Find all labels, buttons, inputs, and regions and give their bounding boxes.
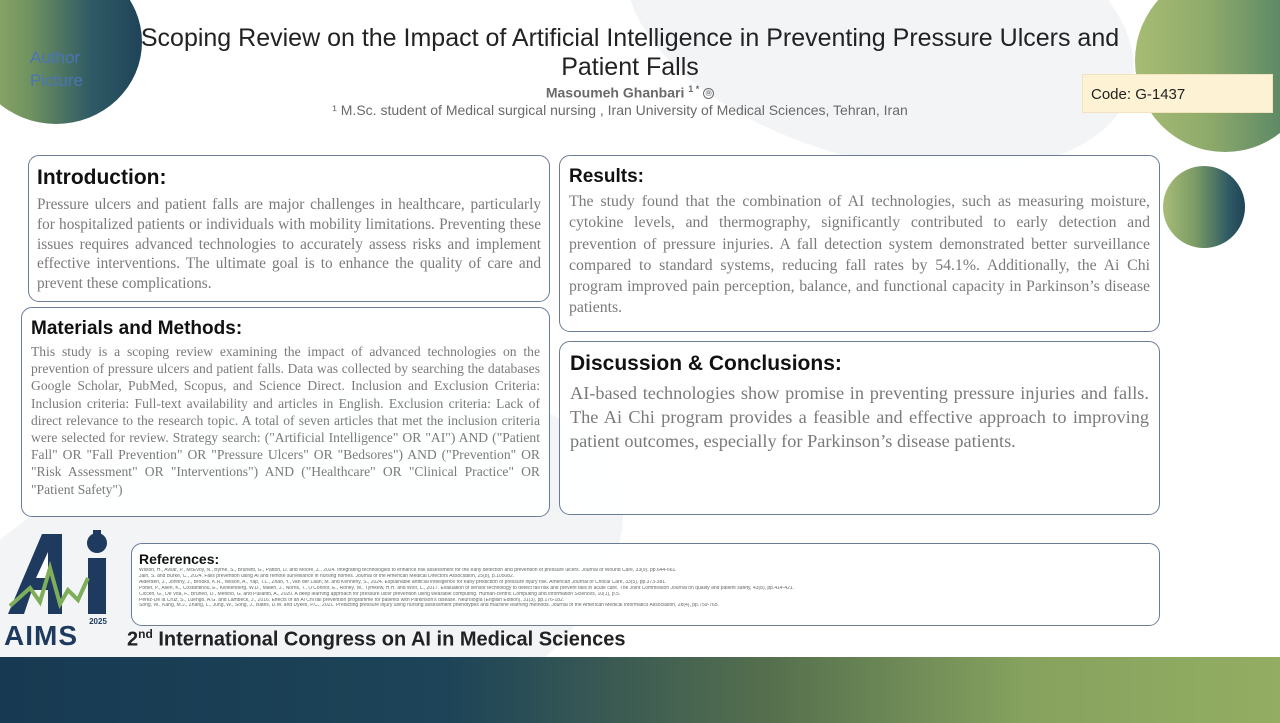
results-panel (559, 155, 1160, 332)
reference-item: Wilson, H., Avsar, P., McEvoy, N., Byrne, S., Brunetti, G., Patton, D. and Moore, Z., 2024. Integrating technologies to enhance risk assessment for the early detection and prevention of pressure ulcers. Journal of Wound Care, 33(9), pp.644-661. (139, 568, 677, 573)
author-picture-placeholder: Author Picture (30, 48, 83, 90)
decorative-circle-right (1163, 166, 1245, 248)
discussion-panel (559, 341, 1160, 515)
reference-item: Jain, S. and Burke, C., 2024. Falls prevention using AI and remote surveillance in nursing homes. Journal of the American Medical Directors Association, 25(8), p.105082. (139, 573, 515, 579)
introduction-heading: Introduction: (37, 166, 167, 189)
introduction-body: Pressure ulcers and patient falls are major challenges in healthcare, particularly for hospitalized patients or individuals with mobility limitations. Preventing these issues requires advanced technologies to accurately assess risks and implement effective interventions. The ultimate goal is to enhance the quality of care and prevent these complications. (37, 196, 541, 293)
congress-title (127, 627, 626, 652)
affiliation: ¹ M.Sc. student of Medical surgical nursing , Iran University of Medical Sciences, Tehran, Iran (332, 102, 908, 118)
reference-item: Potter, P., Allen, K., Costantinou, E., Klinkenberg, W.D., Malen, J., Norris, T., O'Connor, E., Roney, W., Tymkew, H.H. and Wolf, L., 2017. Evaluation of sensor technology to detect fall risk and prevent falls in acute care. The Joint Commission Journal on quality and patient safety, 43(8), pp.414-421. (139, 585, 795, 591)
reference-item: Song, W., Kang, M.J., Zhang, L., Jung, W., Song, J., Bates, D.W. and Dykes, P.C., 2021. Predicting pressure injury using nursing assessment phenotypes and machine learning methods. Journal of the American Medical Informatics Association, 28(4), pp.759-765. (139, 603, 719, 609)
discussion-body: AI-based technologies show promise in preventing pressure injuries and falls. The Ai Chi program provides a feasible and effective approach to improving patient outcomes, especially for Parkinson’s disease patients. (570, 383, 1149, 452)
aims-logo-text: AIMS (4, 620, 78, 651)
author-line (140, 84, 1120, 101)
congress-name: International Congress on AI in Medical Sciences (158, 628, 626, 651)
reference-item: Pérez-De la Cruz, S., Luengo, A.G. and Lambeck, J., 2016. Effects of an Ai Chi fall prevention programme for patients with Parkinson's disease. Neurología (English Edition), 31(3), pp.176-182. (139, 597, 565, 603)
congress-ordinal-suffix: nd (138, 627, 153, 641)
author-name: Masoumeh Ghanbari (545, 84, 685, 101)
references-panel (131, 543, 1160, 626)
discussion-heading: Discussion & Conclusions: (570, 352, 842, 375)
logo-year: 2025 (89, 617, 107, 626)
orcid-icon: ℗ (703, 88, 714, 99)
code-badge: Code: G-1437 (1082, 74, 1273, 113)
methods-body: This study is a scoping review examining the impact of advanced technologies on the prevention of pressure ulcers and patient falls. Data was collected by searching the databases Google Scholar, PubMed, Scopus, and Science Direct. Inclusion and Exclusion Criteria: Inclusion criteria: Full-text availability and articles in English. Exclusion criteria: Lack of direct relevance to the research topic. A total of seven articles that met the inclusion criteria were selected for review. Strategy search: ("Artificial Intelligence" OR "AI") AND ("Patient Fall" OR "Fall Prevention" OR "Pressure Ulcers" OR "Bedsores") AND ("Prevention" OR "Risk Assessment" OR "Interventions") AND ("Healthcare" OR "Clinical Practice" OR "Patient Safety") (31, 344, 540, 497)
methods-panel (21, 307, 550, 517)
reference-item: Alderden, J., Johnny, J., Brooks, K.R., Wilson, A., Yap, T.L., Zhao, Y., van der Laan, M. and Kennerly, S., 2024. Explainable artificial intelligence for early prediction of pressure injury risk. American Journal of Critical Care, 33(5), pp.373-381. (139, 579, 667, 585)
footer-band (0, 657, 1280, 723)
reference-item: Cicceri, G., De Vita, F., Bruneo, D., Merlino, G. and Puliafito, A., 2020. A deep learning approach for pressure ulcer prevention using wearable computing. Human-centric Computing and Information Sciences, 10(1), p.5. (139, 591, 621, 597)
poster-title: Scoping Review on the Impact of Artificial Intelligence in Preventing Pressure Ulcers and Patient Falls (140, 24, 1120, 81)
references-heading: References: (139, 551, 220, 567)
results-body: The study found that the combination of AI technologies, such as measuring moisture, cytokine levels, and thermography, significantly contributed to early detection and prevention of pressure injuries. A fall detection system demonstrated better surveillance compared to standard systems, reducing fall rates by 54.1%. Additionally, the Ai Chi program improved pain perception, balance, and functional capacity in Parkinson’s disease patients. (569, 193, 1150, 317)
congress-ordinal: 2 (127, 628, 139, 651)
introduction-panel (28, 155, 550, 302)
author-mark: 1 * (688, 84, 700, 94)
methods-heading: Materials and Methods: (31, 318, 243, 339)
results-heading: Results: (569, 166, 644, 187)
